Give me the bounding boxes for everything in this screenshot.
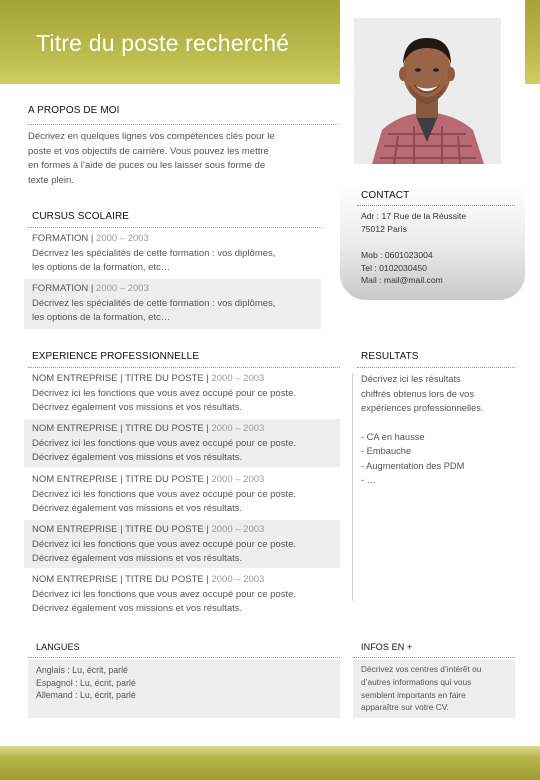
about-heading: A PROPOS DE MOI <box>28 105 120 116</box>
results-bullet: - CA en hausse <box>361 431 425 442</box>
page-title: Titre du poste recherché <box>36 30 290 56</box>
experience-description: Décrivez également vos missions et vos résultats. <box>32 553 243 564</box>
contact-divider <box>357 205 515 206</box>
education-title: FORMATION | <box>32 283 97 294</box>
education-divider <box>28 227 322 228</box>
results-heading: RESULTATS <box>361 351 419 362</box>
results-divider-line <box>352 373 353 601</box>
results-bullet: - Augmentation des PDM <box>361 460 465 471</box>
results-line: Décrivez ici les résultats <box>361 374 461 384</box>
experience-item <box>32 573 296 617</box>
education-description: Décrivez les spécialités de cette formation : vos diplômes, <box>32 297 276 309</box>
contact-address: 75012 Paris <box>361 223 407 234</box>
languages-heading: LANGUES <box>36 642 80 652</box>
experience-title: NOM ENTREPRISE | TITRE DU POSTE | <box>32 574 212 585</box>
experience-dates: 2000 – 2003 <box>211 373 265 384</box>
more-info-divider <box>353 657 515 658</box>
experience-description: Décrivez ici les fonctions que vous avez occupé pour ce poste. <box>32 588 297 600</box>
contact-details <box>361 210 466 287</box>
experience-divider <box>28 367 340 368</box>
results-line: chiffrés obtenus lors de vos <box>361 388 475 399</box>
about-line: texte plein. <box>28 174 74 186</box>
languages-divider <box>28 657 340 658</box>
education-item <box>32 282 275 326</box>
education-description: Décrivez les spécialités de cette formation : vos diplômes, <box>32 247 276 259</box>
experience-description: Décrivez également vos missions et vos résultats. <box>32 452 243 463</box>
experience-description: Décrivez ici les fonctions que vous avez occupé pour ce poste. <box>32 437 297 449</box>
experience-dates: 2000 – 2003 <box>211 423 265 434</box>
about-divider <box>28 124 338 125</box>
experience-dates: 2000 – 2003 <box>211 524 265 535</box>
about-line: poste et vos objectifs de carrière. Vous pouvez les mettre <box>28 145 269 157</box>
experience-description: Décrivez ici les fonctions que vous avez occupé pour ce poste. <box>32 387 297 399</box>
experience-title: NOM ENTREPRISE | TITRE DU POSTE | <box>32 524 212 535</box>
results-text <box>361 372 483 488</box>
experience-description: Décrivez également vos missions et vos résultats. <box>32 503 243 514</box>
experience-heading: EXPERIENCE PROFESSIONNELLE <box>32 351 200 362</box>
more-info-line: apparaître sur votre CV. <box>361 702 449 713</box>
experience-title: NOM ENTREPRISE | TITRE DU POSTE | <box>32 423 212 434</box>
contact-address: Adr : 17 Rue de la Réussite <box>361 211 467 221</box>
education-dates: 2000 – 2003 <box>96 283 149 294</box>
results-bullet: - Embauche <box>361 446 412 456</box>
more-info-heading: INFOS EN + <box>361 642 413 652</box>
experience-dates: 2000 – 2003 <box>211 474 265 485</box>
education-description: les options de la formation, etc… <box>32 312 171 323</box>
experience-title: NOM ENTREPRISE | TITRE DU POSTE | <box>32 474 212 485</box>
profile-photo <box>354 18 501 164</box>
about-line: en formes à l’aide de puces ou les laisser sous forme de <box>28 160 266 171</box>
education-title: FORMATION | <box>32 233 97 244</box>
experience-item <box>32 523 296 567</box>
contact-phone: Tel : 0102030450 <box>361 262 427 273</box>
contact-heading: CONTACT <box>361 190 410 201</box>
about-line: Décrivez en quelques lignes vos compétences clés pour le <box>28 131 275 142</box>
language-item: Allemand : Lu, écrit, parlé <box>36 690 136 700</box>
experience-dates: 2000 – 2003 <box>211 574 265 585</box>
experience-title: NOM ENTREPRISE | TITRE DU POSTE | <box>32 373 212 384</box>
results-divider <box>357 367 515 368</box>
experience-description: Décrivez également vos missions et vos résultats. <box>32 402 243 413</box>
more-info-text <box>361 663 481 714</box>
profile-photo-image <box>354 18 501 164</box>
contact-mobile: Mob : 0601023004 <box>361 250 433 260</box>
contact-email: Mail : mail@mail.com <box>361 275 443 285</box>
about-text <box>28 130 275 188</box>
more-info-line: d’autres informations qui vous <box>361 676 472 687</box>
experience-item <box>32 422 296 466</box>
experience-item <box>32 473 296 517</box>
experience-description: Décrivez ici les fonctions que vous avez occupé pour ce poste. <box>32 488 297 500</box>
education-description: les options de la formation, etc… <box>32 262 171 273</box>
experience-item <box>32 372 296 416</box>
education-item <box>32 232 275 276</box>
education-dates: 2000 – 2003 <box>96 233 149 244</box>
language-item: Espagnol : Lu, écrit, parlé <box>36 677 136 688</box>
results-line: expériences professionnelles. <box>361 403 484 413</box>
experience-description: Décrivez également vos missions et vos résultats. <box>32 603 243 614</box>
more-info-line: Décrivez vos centres d’intérêt ou <box>361 664 482 674</box>
education-heading: CURSUS SCOLAIRE <box>32 211 130 222</box>
experience-description: Décrivez ici les fonctions que vous avez occupé pour ce poste. <box>32 538 297 550</box>
more-info-line: semblent importants en faire <box>361 689 466 700</box>
language-item: Anglais : Lu, écrit, parlé <box>36 665 128 675</box>
languages-list <box>36 664 136 702</box>
results-bullet: - … <box>361 475 376 485</box>
footer-band <box>0 746 540 780</box>
